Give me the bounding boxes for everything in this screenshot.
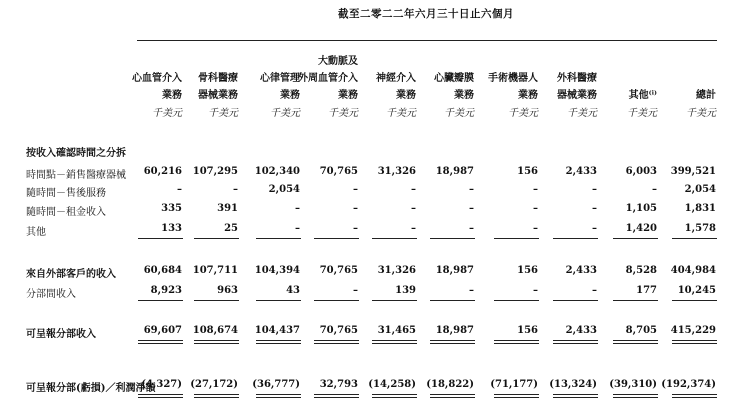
table-cell: –	[469, 203, 474, 214]
row-label: 可呈報分部(虧損)／利潤淨額	[26, 383, 156, 394]
row-label: 按收入確認時間之分拆	[26, 148, 126, 159]
table-cell: 2,054	[684, 184, 716, 195]
double-underline	[430, 340, 475, 344]
table-cell: 391	[217, 203, 238, 214]
column-header-line: 神經介入	[376, 73, 416, 84]
column-header-line: 業務	[280, 90, 300, 101]
table-cell: –	[411, 223, 416, 234]
column-unit: 千美元	[508, 108, 538, 119]
table-cell: 69,607	[143, 325, 182, 336]
single-underline	[430, 238, 475, 239]
table-cell: –	[592, 184, 597, 195]
column-header-line: 業務	[396, 90, 416, 101]
table-cell: 31,326	[377, 265, 416, 276]
single-underline	[672, 238, 717, 239]
single-underline	[553, 238, 598, 239]
column-header-line: 業務	[454, 90, 474, 101]
column-header-line: 器械業務	[198, 90, 238, 101]
table-cell: 102,340	[254, 166, 300, 177]
double-underline	[372, 340, 417, 344]
table-cell: –	[353, 203, 358, 214]
single-underline	[256, 300, 301, 301]
table-cell: 107,295	[192, 166, 238, 177]
table-cell: 18,987	[435, 166, 474, 177]
row-label: 可呈報分部收入	[26, 329, 96, 340]
double-underline	[672, 394, 717, 398]
double-underline	[138, 340, 183, 344]
double-underline	[613, 394, 658, 398]
column-unit: 千美元	[386, 108, 416, 119]
table-cell: 177	[636, 285, 657, 296]
table-cell: (27,172)	[190, 379, 238, 390]
double-underline	[613, 340, 658, 344]
table-cell: 70,765	[319, 265, 358, 276]
double-underline	[194, 394, 239, 398]
column-header-line: 骨科醫療	[198, 73, 238, 84]
row-label: 其他	[26, 227, 46, 238]
double-underline	[256, 394, 301, 398]
single-underline	[672, 300, 717, 301]
table-cell: (71,177)	[490, 379, 538, 390]
table-cell: –	[533, 184, 538, 195]
table-cell: 25	[224, 223, 238, 234]
table-cell: 399,521	[670, 166, 716, 177]
table-cell: 32,793	[319, 379, 358, 390]
table-cell: –	[469, 223, 474, 234]
double-underline	[553, 340, 598, 344]
column-unit: 千美元	[627, 108, 657, 119]
row-label: 時間點－銷售醫療器械	[26, 170, 126, 181]
table-cell: 2,433	[565, 325, 597, 336]
table-cell: 60,216	[143, 166, 182, 177]
column-unit: 千美元	[328, 108, 358, 119]
table-cell: (18,822)	[426, 379, 474, 390]
column-unit: 千美元	[152, 108, 182, 119]
double-underline	[672, 340, 717, 344]
column-header-line: 總計	[696, 90, 716, 101]
table-cell: 70,765	[319, 325, 358, 336]
table-cell: –	[411, 203, 416, 214]
table-cell: 6,003	[625, 166, 657, 177]
table-cell: 107,711	[192, 265, 238, 276]
single-underline	[194, 300, 239, 301]
column-unit: 千美元	[444, 108, 474, 119]
table-cell: –	[592, 285, 597, 296]
single-underline	[256, 238, 301, 239]
table-cell: –	[533, 203, 538, 214]
table-cell: –	[353, 184, 358, 195]
table-cell: 963	[217, 285, 238, 296]
table-cell: (39,310)	[609, 379, 657, 390]
table-cell: –	[533, 285, 538, 296]
row-label: 隨時間－租金收入	[26, 207, 106, 218]
table-cell: 104,394	[254, 265, 300, 276]
period-header: 截至二零二二年六月三十日止六個月	[338, 8, 514, 20]
column-header-line: 心血管介入	[132, 73, 182, 84]
column-header-line: 外周血管介入	[298, 73, 358, 84]
column-header-line: 外科醫療	[557, 73, 597, 84]
table-cell: 2,433	[565, 265, 597, 276]
single-underline	[372, 300, 417, 301]
column-unit: 千美元	[686, 108, 716, 119]
table-cell: 70,765	[319, 166, 358, 177]
table-cell: 2,054	[268, 184, 300, 195]
table-cell: –	[592, 203, 597, 214]
double-underline	[430, 394, 475, 398]
column-unit: 千美元	[270, 108, 300, 119]
column-header-line: 業務	[338, 90, 358, 101]
table-cell: 1,420	[625, 223, 657, 234]
column-header-line: 心臟瓣膜	[434, 73, 474, 84]
table-cell: –	[652, 184, 657, 195]
table-cell: –	[533, 223, 538, 234]
table-cell: 18,987	[435, 325, 474, 336]
table-cell: 1,831	[684, 203, 716, 214]
double-underline	[372, 394, 417, 398]
table-cell: (13,324)	[549, 379, 597, 390]
table-cell: –	[177, 184, 182, 195]
double-underline	[194, 340, 239, 344]
column-header-line: 心律管理	[260, 73, 300, 84]
single-underline	[314, 238, 359, 239]
row-label: 隨時間－售後服務	[26, 188, 106, 199]
single-underline	[494, 238, 539, 239]
table-cell: 104,437	[254, 325, 300, 336]
column-header-line: 業務	[162, 90, 182, 101]
single-underline	[138, 300, 183, 301]
double-underline	[138, 394, 183, 398]
table-cell: 8,528	[625, 265, 657, 276]
single-underline	[613, 238, 658, 239]
table-cell: 415,229	[670, 325, 716, 336]
column-header	[636, 87, 716, 104]
table-cell: –	[295, 203, 300, 214]
table-cell: (36,777)	[252, 379, 300, 390]
table-cell: –	[411, 184, 416, 195]
table-cell: 31,465	[377, 325, 416, 336]
table-cell: 31,326	[377, 166, 416, 177]
table-cell: 60,684	[143, 265, 182, 276]
table-cell: 2,433	[565, 166, 597, 177]
table-cell: (4,327)	[141, 379, 182, 390]
column-header-line: 手術機器人	[488, 73, 538, 84]
table-cell: –	[353, 223, 358, 234]
table-cell: 8,705	[625, 325, 657, 336]
column-header-line: 器械業務	[557, 90, 597, 101]
row-label: 來自外部客戶的收入	[26, 269, 116, 280]
column-unit: 千美元	[567, 108, 597, 119]
double-underline	[494, 340, 539, 344]
single-underline	[138, 238, 183, 239]
table-cell: 156	[517, 265, 538, 276]
table-cell: 156	[517, 166, 538, 177]
table-cell: –	[233, 184, 238, 195]
table-cell: 8,923	[150, 285, 182, 296]
column-header-line: 業務	[518, 90, 538, 101]
table-cell: –	[469, 184, 474, 195]
header-rule	[137, 40, 717, 41]
table-cell: 10,245	[677, 285, 716, 296]
table-cell: 43	[286, 285, 300, 296]
column-unit: 千美元	[208, 108, 238, 119]
table-cell: 335	[161, 203, 182, 214]
single-underline	[430, 300, 475, 301]
single-underline	[372, 238, 417, 239]
table-cell: 1,105	[625, 203, 657, 214]
double-underline	[314, 340, 359, 344]
single-underline	[553, 300, 598, 301]
table-cell: (192,374)	[661, 379, 716, 390]
double-underline	[314, 394, 359, 398]
column-header-line: 大動脈及	[318, 56, 358, 67]
table-cell: –	[592, 223, 597, 234]
table-cell: –	[469, 285, 474, 296]
column-header-line: 其他⁽ⁱ⁾	[628, 90, 657, 101]
double-underline	[256, 340, 301, 344]
table-cell: 133	[161, 223, 182, 234]
table-cell: 156	[517, 325, 538, 336]
table-cell: –	[295, 223, 300, 234]
single-underline	[613, 300, 658, 301]
single-underline	[314, 300, 359, 301]
table-cell: (14,258)	[368, 379, 416, 390]
table-cell: 18,987	[435, 265, 474, 276]
table-cell: 108,674	[192, 325, 238, 336]
row-label: 分部間收入	[26, 289, 76, 300]
table-cell: 139	[395, 285, 416, 296]
single-underline	[494, 300, 539, 301]
double-underline	[494, 394, 539, 398]
table-cell: –	[353, 285, 358, 296]
table-cell: 1,578	[684, 223, 716, 234]
table-cell: 404,984	[670, 265, 716, 276]
double-underline	[553, 394, 598, 398]
single-underline	[194, 238, 239, 239]
